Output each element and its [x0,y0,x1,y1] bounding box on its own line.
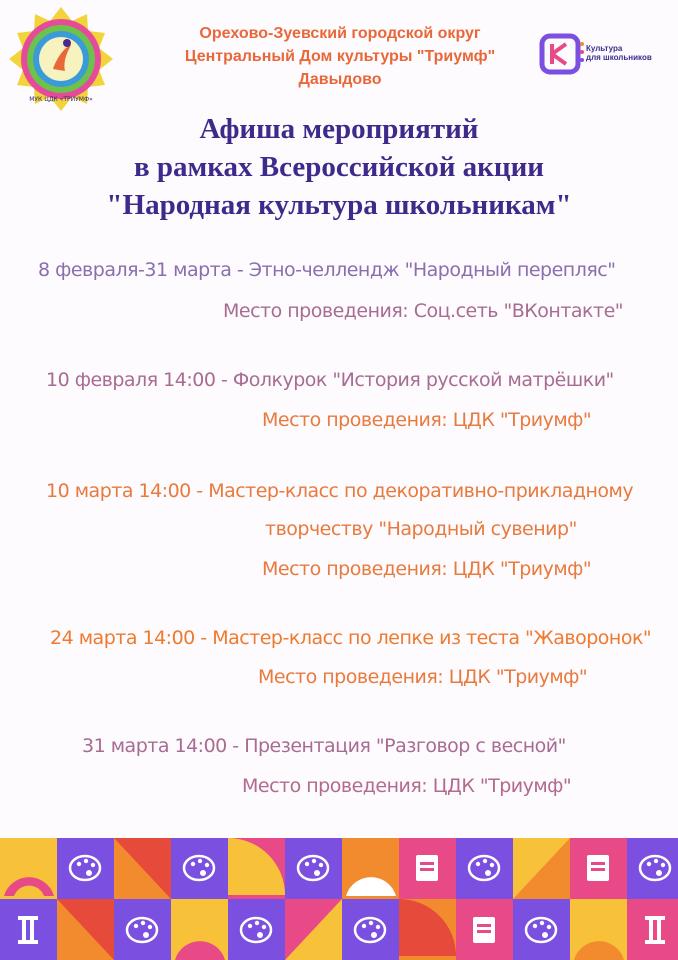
title-line-3: "Народная культура школьникам" [106,189,572,221]
event-3-title-cont: творчеству "Народный сувенир" [265,518,577,540]
partner-line-2: для школьников [586,53,652,62]
partner-label [586,44,652,62]
cdk-triumph-logo [8,6,114,112]
partner-line-1: Культура [586,44,623,53]
event-1-title: 8 февраля-31 марта - Этно-челлендж "Народный перепляс" [38,259,616,281]
title-line-1: Афиша мероприятий [199,113,479,145]
poster-title [0,110,678,224]
title-line-2: в рамках Всероссийской акции [133,151,545,183]
event-3-place: Место проведения: ЦДК "Триумф" [262,558,592,580]
org-line-3: Давыдово [298,71,382,88]
event-2-place: Место проведения: ЦДК "Триумф" [262,409,592,431]
decorative-pattern-banner [0,838,678,960]
event-5-title: 31 марта 14:00 - Презентация "Разговор с весной" [82,735,566,757]
event-2-title: 10 февраля 14:00 - Фолкурок "История русской матрёшки" [46,369,614,391]
event-4-title: 24 марта 14:00 - Мастер-класс по лепке из теста "Жаворонок" [50,627,652,649]
logo-caption: МУК ЦДК «ТРИУМФ» [29,96,93,103]
event-5-place: Место проведения: ЦДК "Триумф" [242,775,572,797]
org-line-1: Орехово-Зуевский городской округ [199,25,481,42]
event-3-title: 10 марта 14:00 - Мастер-класс по декоративно-прикладному [46,480,634,502]
event-1-place: Место проведения: Соц.сеть "ВКонтакте" [223,300,624,322]
org-line-2: Центральный Дом культуры "Триумф" [184,48,496,65]
organization-header [140,22,540,91]
event-4-place: Место проведения: ЦДК "Триумф" [258,666,588,688]
